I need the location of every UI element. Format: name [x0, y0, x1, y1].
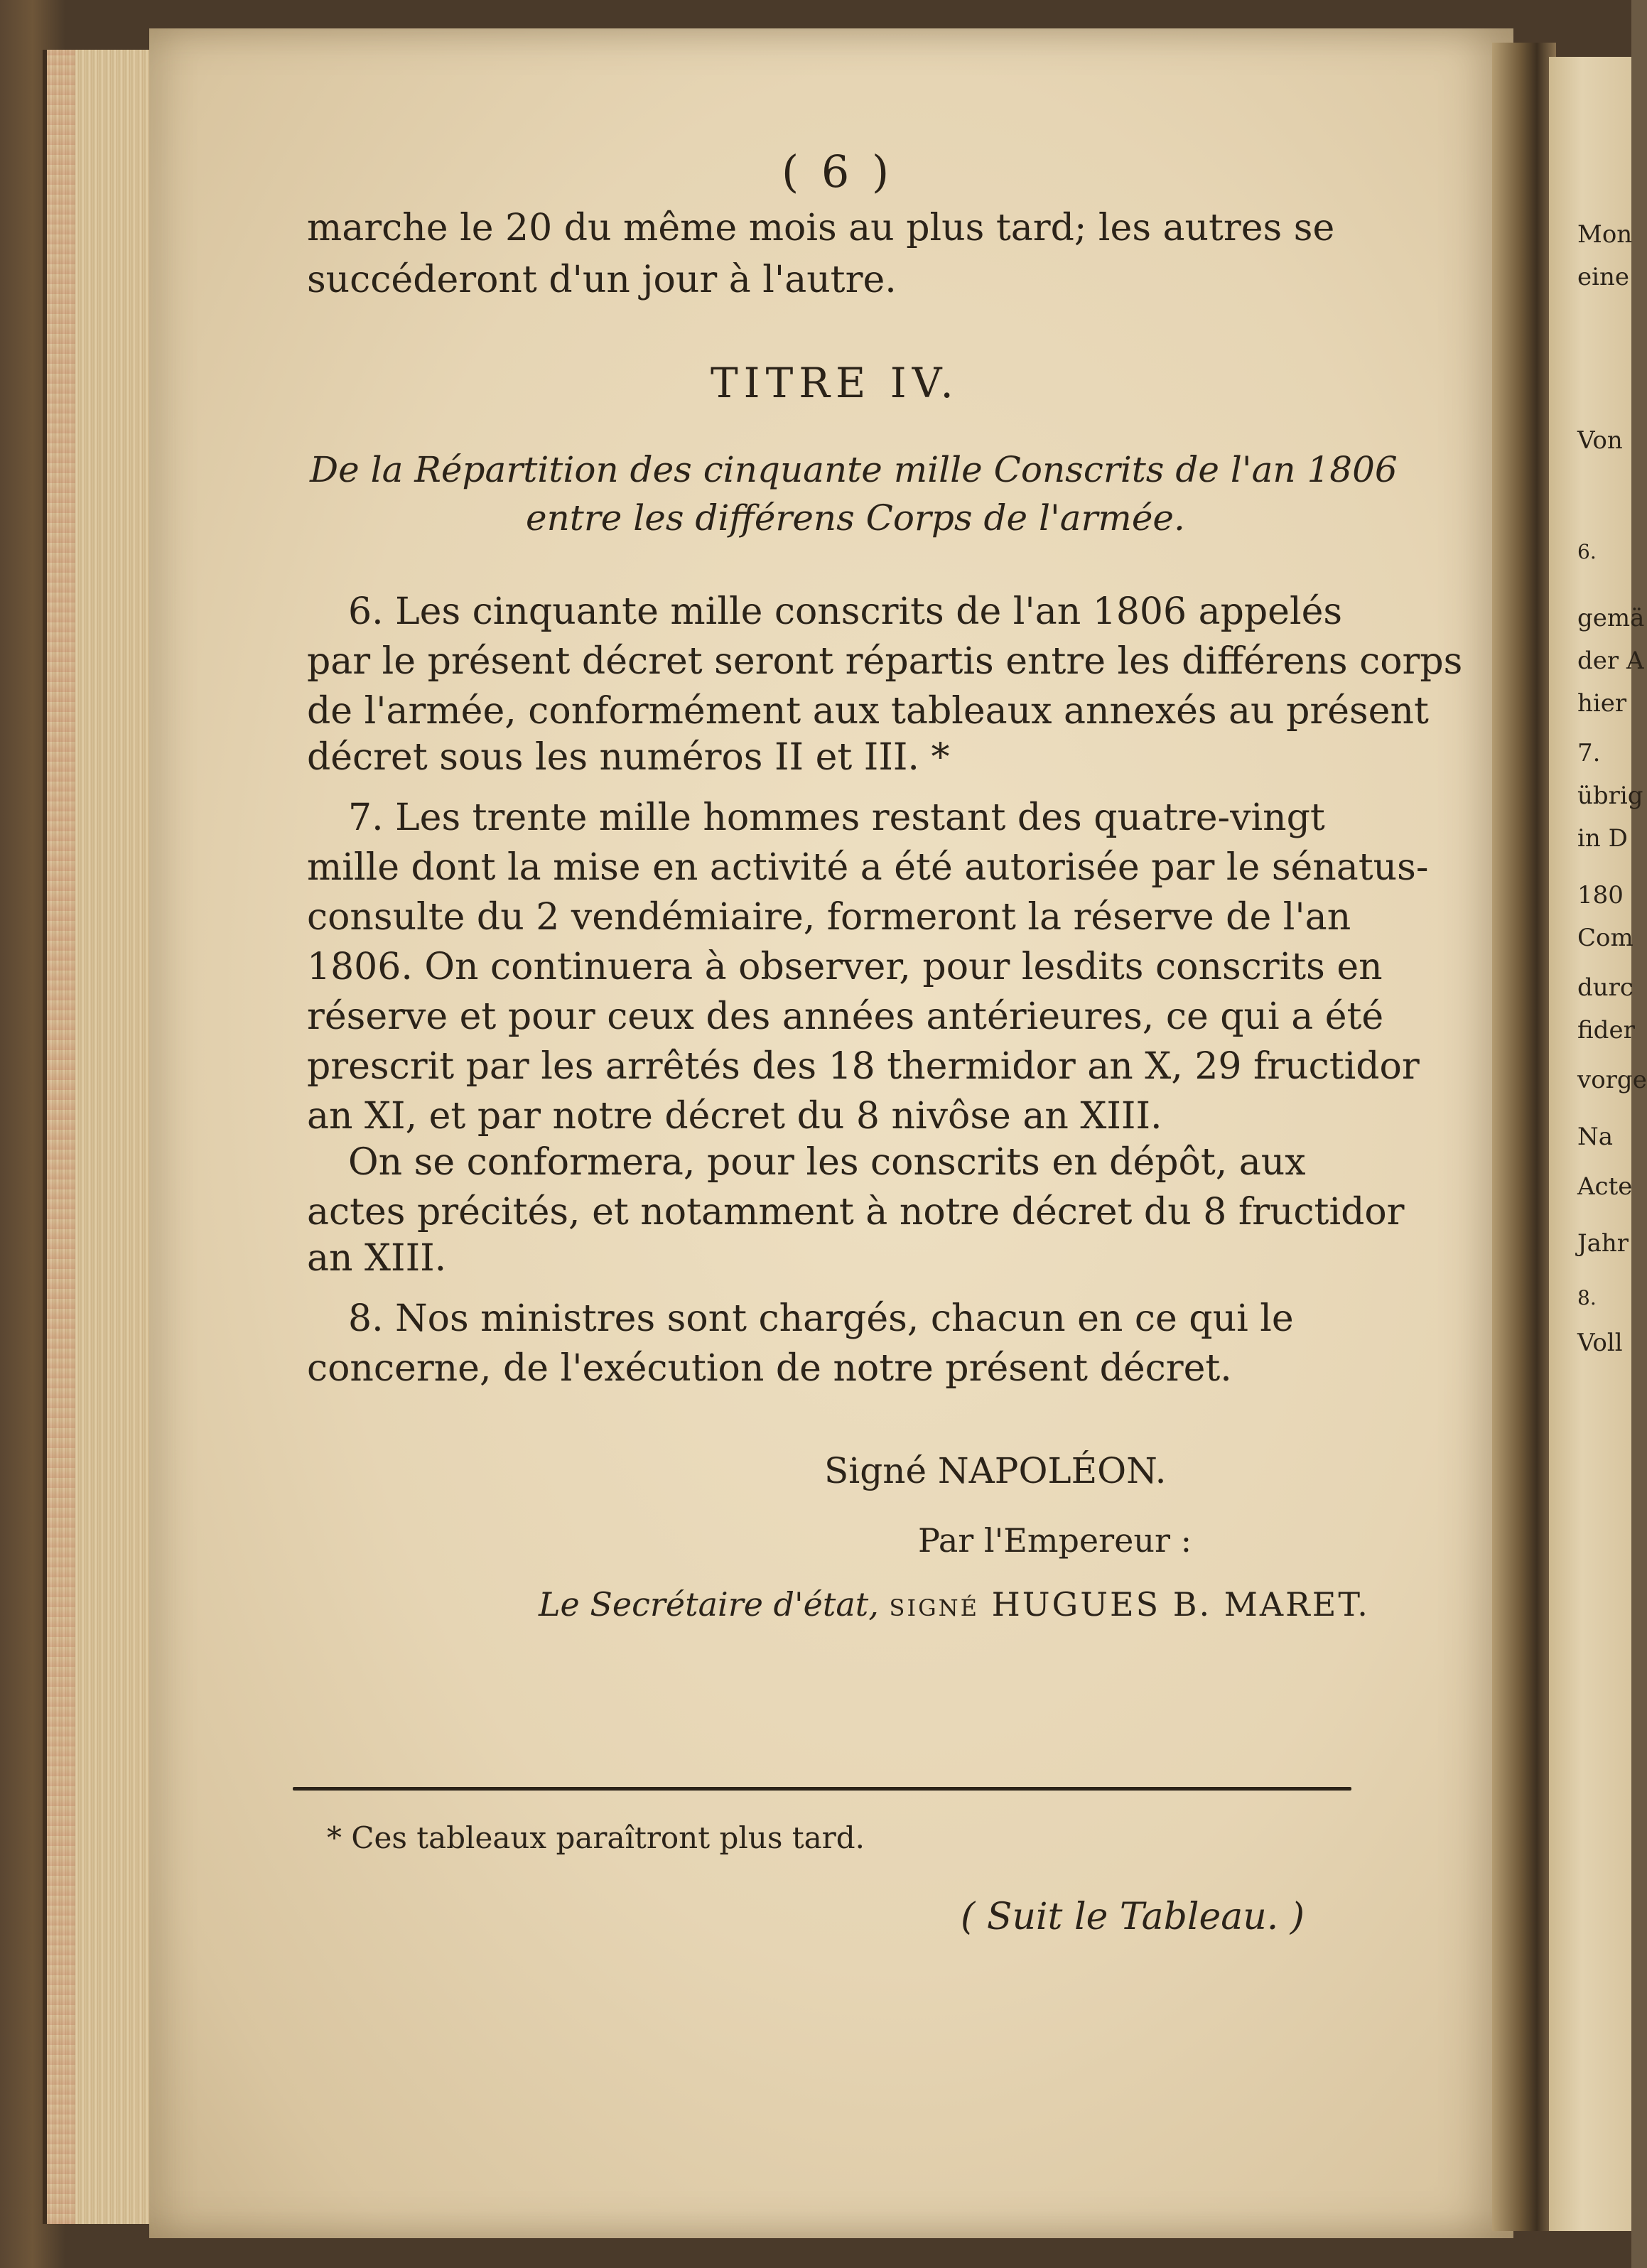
book-gutter: [1492, 43, 1556, 2231]
section-subtitle: De la Répartition des cinquante mille Conscrits de l'an 1806: [310, 449, 1398, 490]
facing-fragment: vorge: [1577, 1066, 1647, 1094]
facing-fragment: eine: [1577, 263, 1630, 291]
section-title: TITRE IV.: [711, 359, 959, 407]
facing-fragment: Von: [1577, 426, 1623, 455]
article-7-line: prescrit par les arrêtés des 18 thermidor an X, 29 fructidor: [307, 1045, 1420, 1088]
facing-fragment: 8.: [1577, 1286, 1597, 1310]
section-subtitle: entre les différens Corps de l'armée.: [526, 497, 1185, 539]
par-l-empereur: Par l'Empereur :: [918, 1521, 1192, 1560]
article-6-line: par le présent décret seront répartis entre les différens corps: [307, 640, 1463, 683]
article-6-line: décret sous les numéros II et III. *: [307, 736, 950, 779]
facing-fragment: Jahr: [1577, 1229, 1629, 1258]
continued-note: ( Suit le Tableau. ): [961, 1896, 1305, 1938]
facing-fragment: Mon: [1577, 220, 1633, 249]
facing-fragment: 7.: [1577, 739, 1601, 767]
facing-fragment: 180: [1577, 881, 1624, 909]
facing-page: [1549, 57, 1647, 2231]
facing-fragment: Acte: [1577, 1172, 1633, 1201]
page-number: ( 6 ): [782, 146, 894, 198]
facing-fragment: in D: [1577, 824, 1628, 853]
article-8-line: 8. Nos ministres sont chargés, chacun en ce qui le: [348, 1297, 1294, 1340]
article-7-line: réserve et pour ceux des années antérieures, ce qui a été: [307, 995, 1384, 1038]
red-edge-stain: [47, 50, 75, 2224]
page-edges: [43, 50, 161, 2224]
article-8-line: concerne, de l'exécution de notre présent décret.: [307, 1347, 1232, 1390]
facing-fragment: Na: [1577, 1123, 1614, 1151]
article-7-line: 7. Les trente mille hommes restant des quatre-vingt: [348, 796, 1325, 839]
paragraph-line: actes précités, et notamment à notre décret du 8 fructidor: [307, 1191, 1405, 1233]
article-7-line: consulte du 2 vendémiaire, formeront la réserve de l'an: [307, 896, 1351, 939]
facing-fragment: fider: [1577, 1016, 1635, 1044]
paragraph-line: an XIII.: [307, 1237, 447, 1280]
article-6-line: de l'armée, conformément aux tableaux annexés au présent: [307, 690, 1429, 733]
paragraph-line: On se conformera, pour les conscrits en dépôt, aux: [348, 1141, 1306, 1184]
footnote-rule: [293, 1787, 1351, 1791]
continuation-line: succéderont d'un jour à l'autre.: [307, 259, 897, 301]
facing-fragment: Com: [1577, 924, 1634, 952]
facing-fragment: 6.: [1577, 540, 1597, 563]
article-6-line: 6. Les cinquante mille conscrits de l'an 1806 appelés: [348, 590, 1343, 633]
secretary-line: [539, 1585, 1370, 1624]
facing-fragment: durc: [1577, 973, 1634, 1002]
footnote: * Ces tableaux paraîtront plus tard.: [327, 1820, 865, 1855]
facing-fragment: übrig: [1577, 782, 1643, 810]
signed-napoleon: Signé NAPOLÉON.: [824, 1450, 1167, 1491]
secretary-name: signé HUGUES B. MARET.: [889, 1585, 1370, 1624]
article-7-line: 1806. On continuera à observer, pour lesdits conscrits en: [307, 946, 1383, 988]
secretary-title: Le Secrétaire d'état,: [539, 1585, 879, 1624]
facing-fragment: gemä: [1577, 604, 1645, 632]
continuation-line: marche le 20 du même mois au plus tard; les autres se: [307, 207, 1335, 249]
facing-fragment: Voll: [1577, 1329, 1623, 1357]
facing-fragment: hier: [1577, 689, 1627, 718]
article-7-line: mille dont la mise en activité a été autorisée par le sénatus-: [307, 846, 1429, 889]
article-7-line: an XI, et par notre décret du 8 nivôse an XIII.: [307, 1095, 1162, 1138]
facing-fragment: der A: [1577, 647, 1644, 675]
